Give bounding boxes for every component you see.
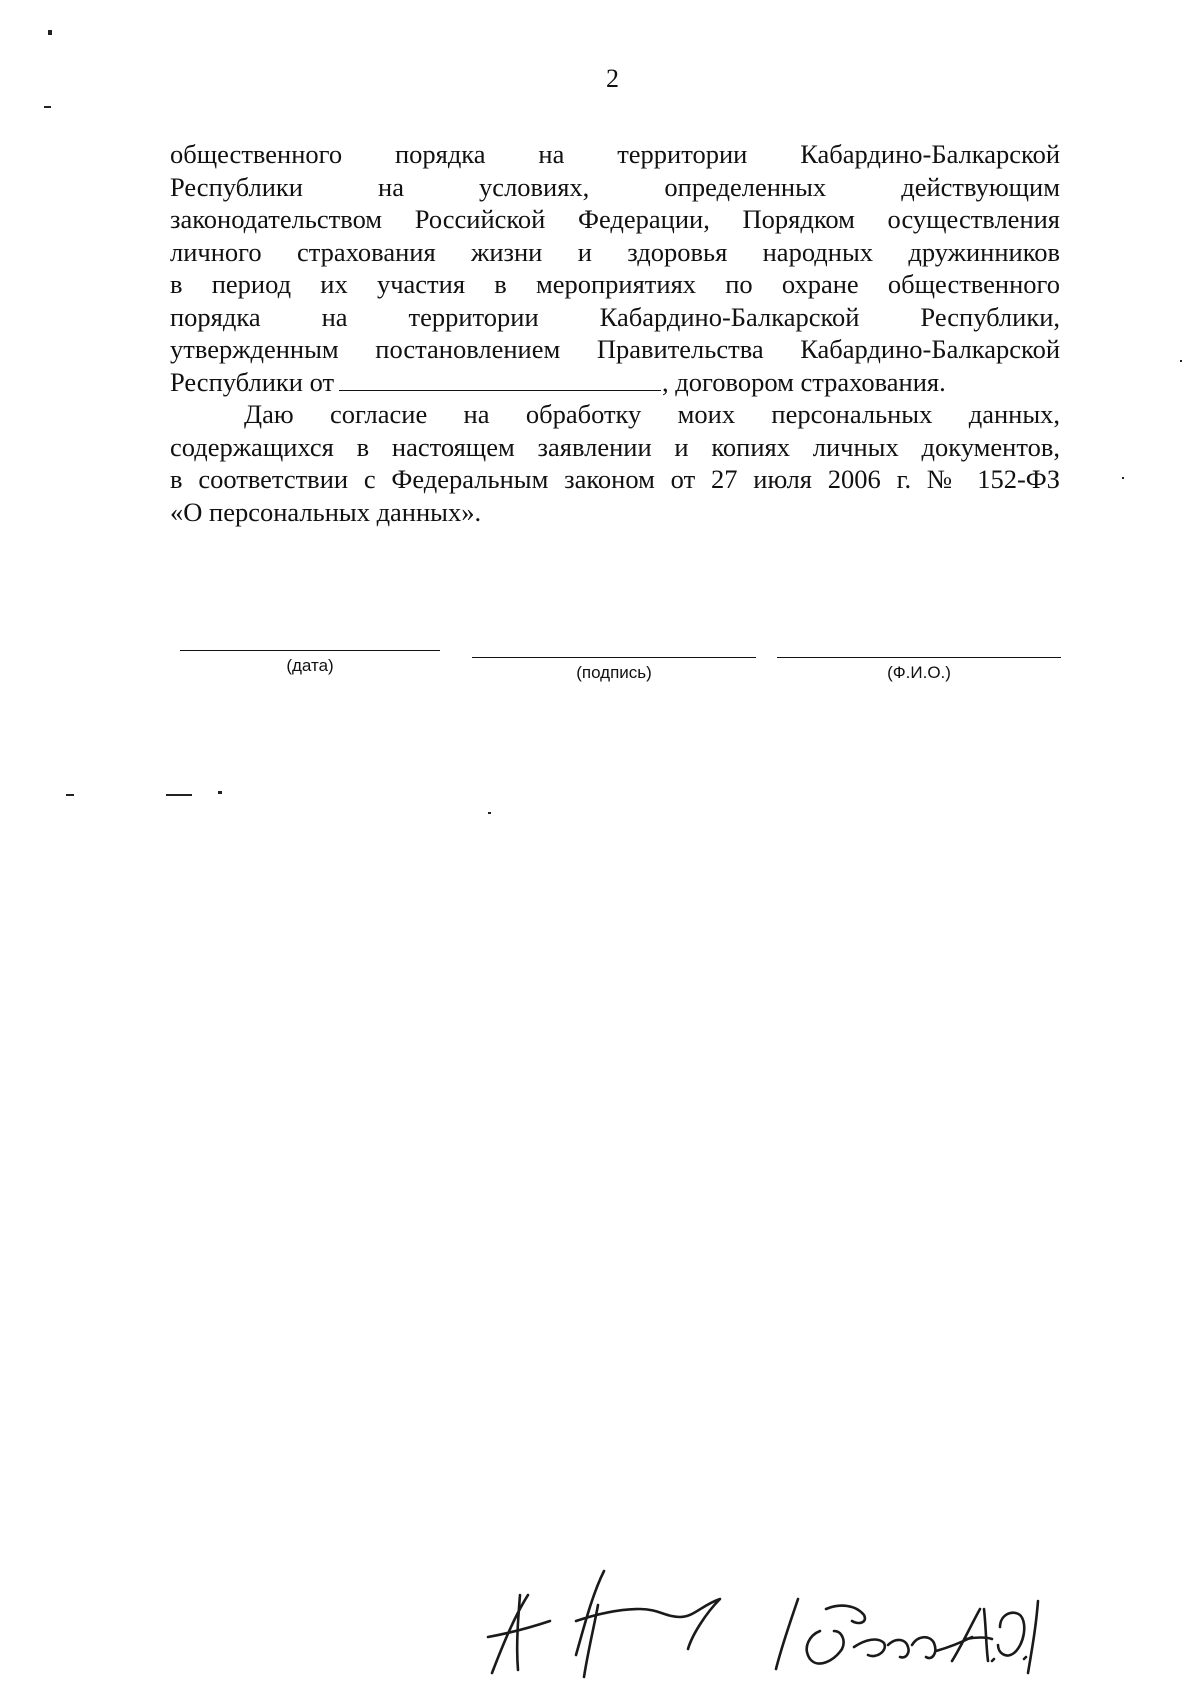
scan-speck <box>166 794 192 796</box>
paragraph1-line-7: утвержденным постановлением Правительства Кабардино-Балкарской <box>170 334 1060 364</box>
resolution-date-prefix: Республики от <box>170 366 335 397</box>
signature-initials-stroke <box>952 1609 1026 1661</box>
resolution-date-suffix: , договором страхования. <box>662 366 946 397</box>
signature-initial-stroke <box>488 1595 550 1673</box>
scan-speck <box>1180 360 1182 362</box>
document-body <box>170 138 1060 528</box>
name-rule <box>777 657 1061 658</box>
page-number: 2 <box>606 64 619 93</box>
paragraph1-line-6: порядка на территории Кабардино-Балкарской Республики, <box>170 301 1060 332</box>
scan-speck <box>1122 477 1124 479</box>
signature-slash-right <box>1028 1601 1038 1673</box>
signature-field <box>472 657 756 697</box>
paragraph1-line-3: законодательством Российской Федерации, Порядком осуществления <box>170 204 1060 234</box>
scan-speck <box>218 791 222 794</box>
name-caption: (Ф.И.О.) <box>887 663 951 682</box>
paragraph2-line-4: «О персональных данных». <box>170 496 482 527</box>
scan-speck <box>488 812 491 814</box>
date-field <box>180 650 440 690</box>
signature-slash-left <box>776 1599 798 1669</box>
scan-speck <box>44 106 51 108</box>
paragraph1-line-5: в период их участия в мероприятиях по охране общественного <box>170 269 1060 299</box>
date-rule <box>180 650 440 651</box>
signature-main-stroke <box>576 1571 720 1677</box>
signature-caption: (подпись) <box>576 663 652 682</box>
paragraph1-line-2: Республики на условиях, определенных действующим <box>170 171 1060 202</box>
paragraph1-line-4: личного страхования жизни и здоровья народных дружинников <box>170 236 1060 267</box>
paragraph2-line-3: в соответствии с Федеральным законом от 27 июля 2006 г. № 152-ФЗ <box>170 464 1060 494</box>
paragraph2-line-1: Даю согласие на обработку моих персональных данных, <box>244 399 1060 429</box>
scan-speck <box>48 30 52 35</box>
name-field <box>777 657 1061 697</box>
paragraph1-line-8 <box>170 366 1060 399</box>
signature-rule <box>472 657 756 658</box>
paragraph1-line-1: общественного порядка на территории Кабардино-Балкарской <box>170 139 1060 169</box>
paragraph2-line-2: содержащихся в настоящем заявлении и копиях личных документов, <box>170 431 1060 462</box>
handwritten-signature <box>480 1565 1040 1685</box>
date-caption: (дата) <box>286 656 334 675</box>
signature-name-stroke <box>807 1606 972 1664</box>
scan-speck <box>66 794 74 796</box>
resolution-date-blank <box>339 368 661 391</box>
